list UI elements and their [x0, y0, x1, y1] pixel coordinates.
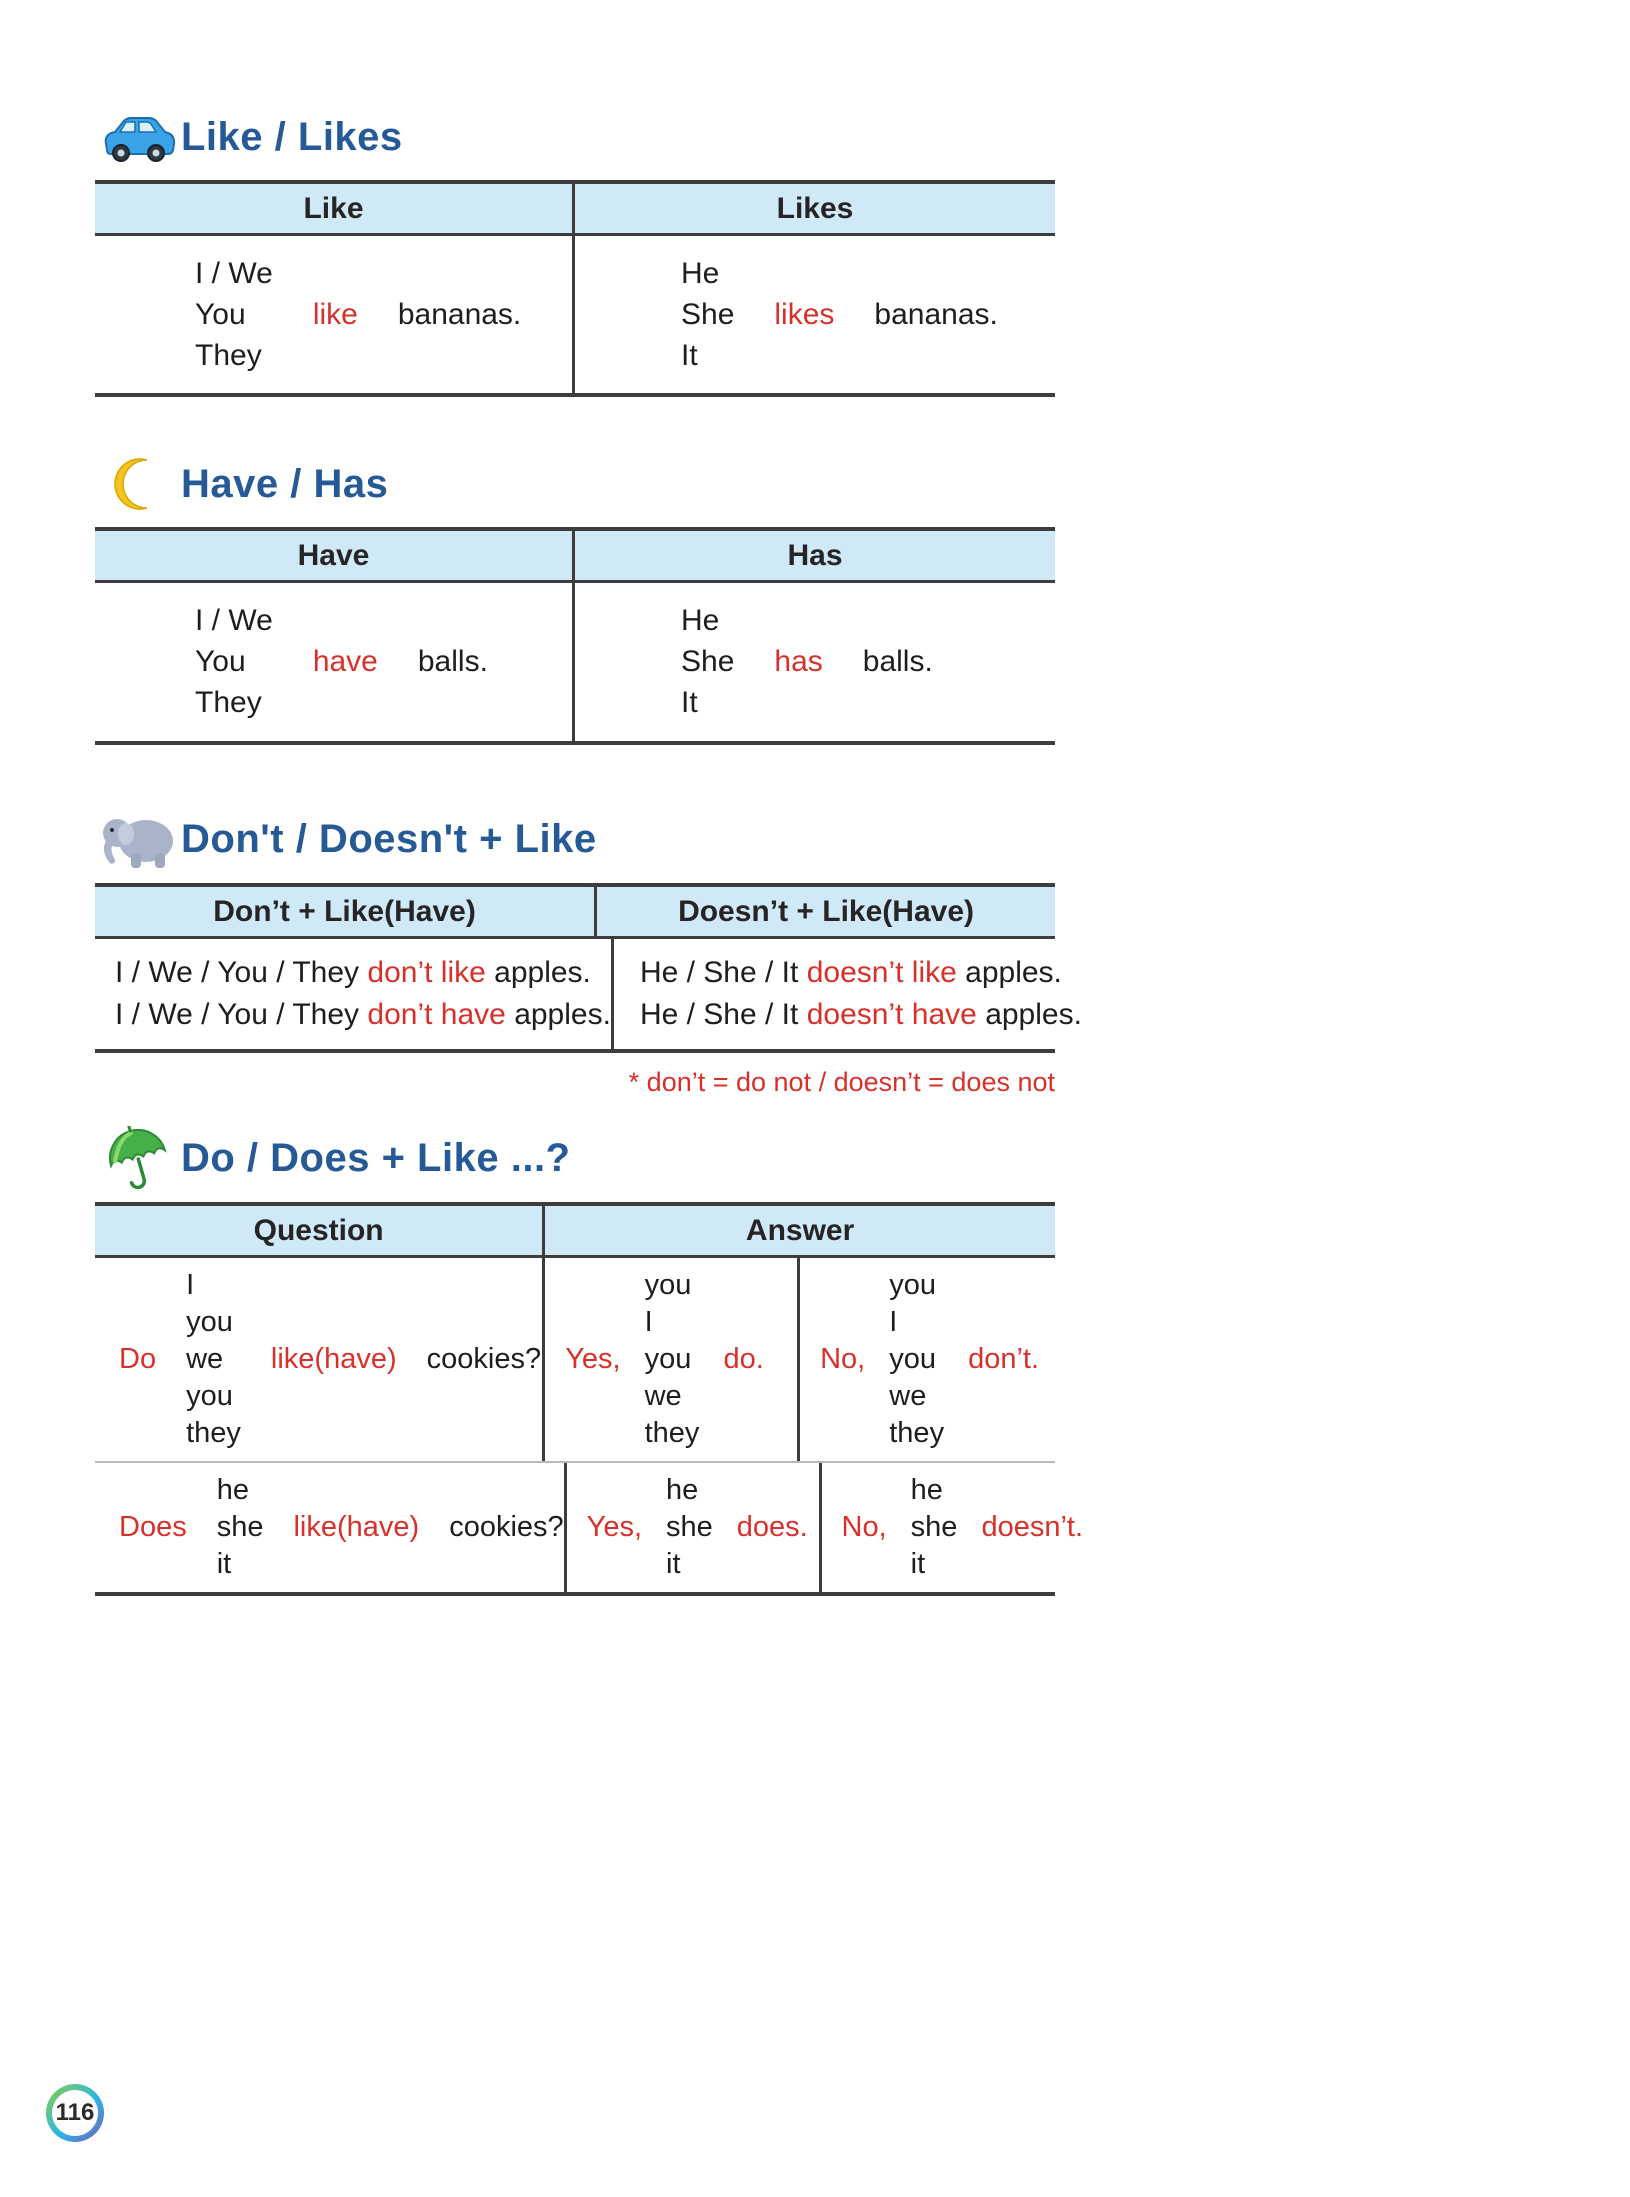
answer-no-cell [822, 1463, 1083, 1592]
pronoun: You [195, 645, 246, 679]
pronoun: they [644, 1417, 700, 1449]
verb: does. [736, 1511, 808, 1544]
pronoun: it [216, 1548, 232, 1581]
pronoun: I [644, 1305, 653, 1338]
umbrella-icon [95, 1126, 181, 1192]
question-cell [95, 1258, 545, 1462]
object: bananas. [397, 297, 522, 331]
pronoun: It [681, 339, 698, 373]
verb: have [312, 644, 378, 678]
moon-icon [95, 451, 181, 517]
sentence [115, 952, 611, 994]
pronoun: he [666, 1474, 699, 1507]
pronoun-stack [681, 600, 734, 723]
negative-cell [95, 939, 614, 1049]
pronoun: It [681, 686, 698, 720]
section-title: Have / Has [181, 461, 389, 506]
section-dont-doesnt [95, 807, 1082, 1098]
sentence [115, 994, 611, 1036]
section-like-likes [95, 104, 1055, 397]
pronoun: I / We [195, 257, 273, 290]
table-row-do [95, 1258, 1055, 1462]
pronoun: They [195, 339, 262, 373]
question-answer-table [95, 1202, 1084, 1597]
column-header-dont: Don’t + Like(Have) [95, 887, 597, 936]
aux-verb: Does [119, 1511, 187, 1544]
pronoun: he [216, 1474, 249, 1507]
subject: I / We / You / They [115, 955, 360, 989]
pronoun: I / We [195, 604, 273, 638]
pronoun: she [910, 1511, 958, 1544]
table-body [95, 1258, 1084, 1593]
contraction-footnote: * don’t = do not / doesn’t = does not [628, 1066, 1055, 1097]
pronoun: They [195, 686, 262, 720]
conjugation-cell [575, 236, 1055, 393]
column-header-has: Has [787, 539, 843, 573]
pronoun: you [186, 1305, 233, 1338]
answer-no-cell [800, 1258, 1055, 1462]
pronoun: they [186, 1417, 241, 1449]
column-header-answer: Answer [745, 1213, 855, 1247]
pronoun-stack [889, 1267, 944, 1453]
section-title: Do / Does + Like ...? [181, 1136, 571, 1181]
verb: doesn’t like [806, 955, 957, 989]
aux-verb: Do [119, 1342, 157, 1375]
section-title: Like / Likes [181, 114, 403, 159]
pronoun-stack [186, 1267, 241, 1453]
pronoun: I [889, 1305, 898, 1338]
verb: do. [723, 1342, 764, 1375]
answer-label: No, [820, 1342, 866, 1375]
object: cookies? [449, 1511, 564, 1544]
textbook-page [95, 0, 1084, 1596]
question-cell [95, 1463, 567, 1592]
sentence [640, 994, 1082, 1036]
object: apples. [985, 997, 1082, 1031]
subject: He / She / It [639, 955, 799, 989]
pronoun: he [910, 1474, 943, 1507]
table-header-row [95, 887, 1055, 939]
pronoun: you [644, 1268, 692, 1301]
conjugation-cell [95, 236, 575, 393]
verb: like [312, 297, 358, 331]
verb: doesn’t have [806, 997, 977, 1031]
section-heading [95, 1126, 1055, 1192]
verb: don’t have [367, 997, 506, 1031]
table-body [95, 583, 1055, 740]
pronoun: we [186, 1342, 224, 1375]
table-header-row [95, 531, 1055, 583]
pronoun-stack [645, 1267, 700, 1453]
pronoun: it [666, 1548, 681, 1581]
pronoun-stack [911, 1472, 958, 1583]
table-body [95, 236, 1055, 393]
subject: He / She / It [639, 997, 799, 1031]
verb: don’t. [968, 1342, 1040, 1375]
table-header-row [95, 1206, 1055, 1258]
section-do-does [95, 1126, 1084, 1597]
pronoun: He [681, 604, 720, 638]
pronoun: you [644, 1342, 692, 1375]
pronoun: He [681, 257, 720, 290]
column-header-doesnt: Doesn’t + Like(Have) [678, 894, 974, 928]
verb: like(have) [270, 1342, 397, 1375]
column-header-likes: Likes [776, 192, 854, 225]
pronoun: She [681, 645, 735, 679]
section-have-has [95, 451, 1055, 744]
pronoun-stack [195, 600, 273, 723]
verb: like(have) [293, 1511, 420, 1544]
elephant-icon [95, 807, 181, 873]
column-header-have: Have [95, 531, 575, 580]
pronoun: we [889, 1379, 927, 1412]
page-number: 116 [52, 2090, 98, 2136]
sentence [640, 952, 1082, 994]
car-icon [95, 104, 181, 170]
object: balls. [862, 644, 933, 678]
section-title: Don't / Doesn't + Like [181, 817, 597, 862]
pronoun: you [889, 1342, 937, 1375]
pronoun: she [216, 1511, 264, 1544]
section-heading [95, 451, 1055, 517]
verb: doesn’t. [981, 1511, 1084, 1544]
section-heading [95, 104, 1055, 170]
pronoun: She [681, 298, 735, 332]
negative-table [95, 883, 1082, 1053]
pronoun-stack [666, 1472, 713, 1583]
pronoun-stack [195, 253, 273, 376]
answer-label: Yes, [565, 1342, 621, 1375]
table-body [95, 939, 1082, 1049]
answer-yes-cell [567, 1463, 822, 1592]
page-number-badge [46, 2084, 104, 2142]
pronoun: I [186, 1268, 195, 1301]
verb: has [774, 644, 823, 678]
table-row-does [95, 1461, 1084, 1592]
pronoun: it [910, 1548, 926, 1581]
pronoun: we [644, 1379, 682, 1412]
pronoun: you [889, 1268, 937, 1301]
answer-yes-cell [545, 1258, 800, 1462]
conjugation-cell [575, 583, 1055, 740]
pronoun: she [666, 1511, 713, 1544]
pronoun-stack [681, 253, 734, 376]
pronoun: you [186, 1379, 233, 1412]
pronoun: You [195, 298, 246, 332]
object: cookies? [426, 1342, 542, 1375]
negative-cell [614, 939, 1082, 1049]
conjugation-cell [95, 583, 575, 740]
verb: likes [774, 297, 835, 331]
verb: don’t like [367, 955, 486, 989]
have-has-table [95, 527, 1055, 744]
object: apples. [965, 955, 1062, 989]
object: balls. [417, 644, 488, 678]
section-heading [95, 807, 1055, 873]
pronoun-stack [217, 1472, 264, 1583]
object: apples. [514, 997, 611, 1031]
pronoun: they [889, 1417, 945, 1449]
answer-label: No, [841, 1511, 887, 1544]
table-header-row [95, 184, 1055, 236]
column-header-question: Question [95, 1206, 545, 1255]
answer-label: Yes, [586, 1511, 643, 1544]
like-likes-table [95, 180, 1055, 397]
subject: I / We / You / They [115, 997, 360, 1031]
column-header-like: Like [95, 184, 575, 233]
object: bananas. [874, 297, 998, 331]
object: apples. [494, 955, 591, 989]
